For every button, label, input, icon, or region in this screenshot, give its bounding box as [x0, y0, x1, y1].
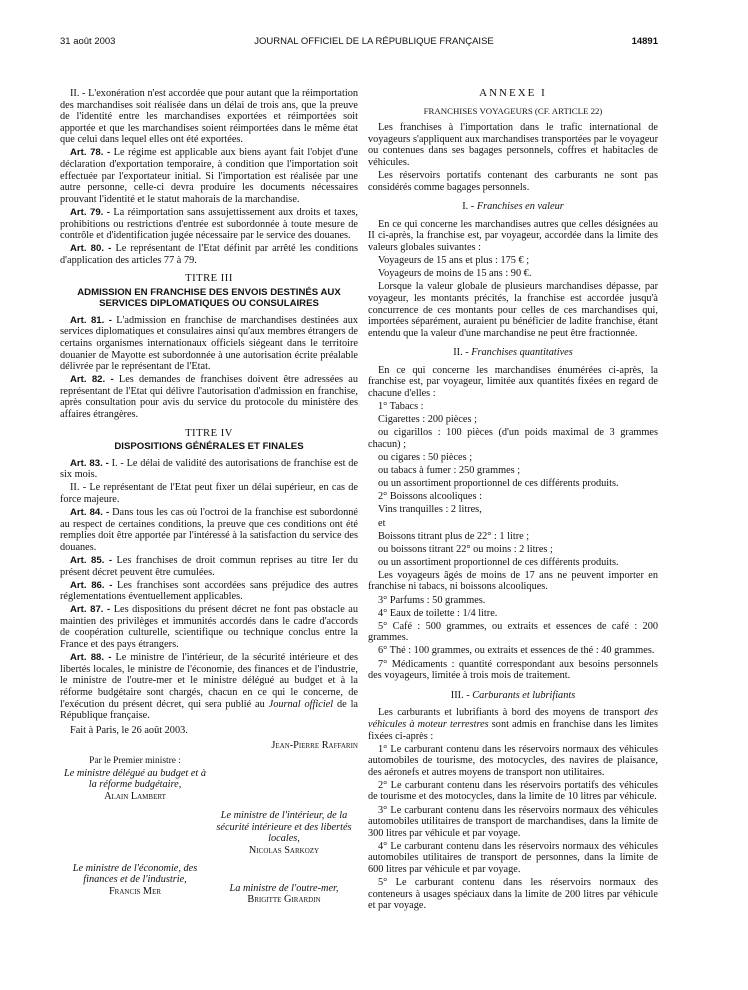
signature-interior — [210, 810, 358, 856]
article-88 — [60, 652, 358, 722]
list-item: ou tabacs à fumer : 250 grammes ; — [378, 465, 521, 477]
list-item: 6° Thé : 100 grammes, ou extraits et essences de thé : 40 grammes. — [378, 645, 655, 657]
article-label: Art. 81. - — [70, 314, 112, 326]
annexe-subheading: FRANCHISES VOYAGEURS (CF. ARTICLE 22) — [423, 105, 603, 116]
section-title: Franchises en valeur — [476, 201, 564, 213]
section-ii-paragraph-1: En ce qui concerne les marchandises énumérées ci-après, la franchise est, par voyageur, limitée aux quantités fixées en regard de chacune d'elles : — [368, 364, 658, 400]
journal-officiel-title: Journal officiel — [268, 698, 334, 710]
article-82 — [60, 374, 358, 420]
header-date: 31 août 2003 — [60, 36, 116, 47]
section-number: II. - — [453, 347, 469, 359]
article-text: Le ministre de l'intérieur, de la sécurité intérieure et des libertés locales, le ministre de l'économie, des finances et de l'industrie, le ministre de l'outre-mer et le ministre délégué au budget et à la réforme budgétaire sont chargés, chacun en ce qui le concerne, de l'exécution du présent décret, qui sera publié au — [60, 652, 358, 710]
signatures-row-1 — [60, 756, 358, 802]
list-item: 7° Médicaments : quantité correspondant aux besoins personnels des voyageurs, limitée à trois mois de traitement. — [368, 658, 658, 682]
list-item: 2° Boissons alcooliques : — [378, 491, 482, 503]
titre-iii-subheading: ADMISSION EN FRANCHISE DES ENVOIS DESTINÉS AUX SERVICES DIPLOMATIQUES OU CONSULAIRES — [77, 287, 341, 310]
budget-minister-name: Alain Lambert — [104, 790, 166, 802]
annexe-heading: ANNEXE I — [479, 87, 547, 99]
budget-minister-title: Le ministre délégué au budget et à la réforme budgétaire, — [63, 767, 207, 791]
article-label: Art. 86. - — [70, 579, 113, 591]
titre-iv-heading: TITRE IV — [185, 427, 233, 439]
signature-economy — [60, 863, 210, 906]
signature-overseas — [210, 863, 358, 906]
list-item: Vins tranquilles : 2 litres, — [378, 504, 482, 516]
list-item: ou un assortiment proportionnel de ces différents produits. — [378, 478, 619, 490]
article-label: Art. 85. - — [70, 554, 113, 566]
list-item: Cigarettes : 200 pièces ; — [378, 414, 477, 426]
article-text-end: de la République française. — [60, 698, 359, 722]
article-text: Dans tous les cas où l'octroi de la franchise est subordonné au respect de certaines conditions, la preuve que ces conditions ont été remplies doit être apportée par l'intéressé à la satisfaction du service des douanes. — [60, 507, 358, 553]
list-item: 3° Le carburant contenu dans les réservoirs normaux des véhicules automobiles utilitaires de transport de marchandises, dans la limite de 300 litres par véhicule et par voyage. — [368, 804, 658, 839]
article-83 — [60, 458, 358, 481]
signature-date: Fait à Paris, le 26 août 2003. — [70, 724, 188, 736]
article-78 — [60, 147, 358, 205]
section-i-paragraph-1: En ce qui concerne les marchandises autres que celles désignées au II ci-après, la franchise est, par voyageur, accordée dans la limite des valeurs globales suivantes : — [368, 218, 658, 254]
paragraph-text: Les carburants et lubrifiants à bord des moyens de transport — [378, 707, 645, 719]
list-item: ou cigares : 50 pièces ; — [378, 452, 473, 464]
section-ii-heading — [368, 347, 658, 359]
signature-budget — [60, 756, 210, 802]
article-label: Art. 87. - — [70, 604, 111, 616]
article-81 — [60, 315, 358, 373]
list-item: 5° Café : 500 grammes, ou extraits et essences de café : 200 grammes. — [368, 620, 658, 644]
interior-minister-name: Nicolas Sarkozy — [248, 845, 320, 857]
section-iii-paragraph-1 — [368, 707, 658, 742]
header-title: JOURNAL OFFICIEL DE LA RÉPUBLIQUE FRANÇAISE — [254, 36, 494, 47]
par-premier-ministre: Par le Premier ministre : — [89, 755, 181, 766]
signatures-row-2 — [60, 863, 358, 906]
overseas-minister-name: Brigitte Girardin — [247, 894, 321, 906]
article-label: Art. 83. - — [70, 457, 109, 469]
article-text: Le régime est applicable aux biens ayant fait l'objet d'une déclaration d'exportation temporaire, à condition que l'importation soit effectuée par l'exportateur initial. Si l'importation est réalisée par une autre personne, celle-ci devra produire les documents nécessaires prouvant l'identité et le statut mahorais de la marchandise. — [60, 147, 358, 205]
list-item: Les voyageurs âgés de moins de 17 ans ne peuvent importer en franchise ni tabacs, ni boissons alcooliques. — [368, 569, 658, 593]
economy-minister-title: Le ministre de l'économie, des finances et de l'industrie, — [72, 862, 198, 886]
page-header — [0, 36, 748, 50]
section-i-paragraph-2: Lorsque la valeur globale de plusieurs marchandises dépasse, par voyageur, les montants précités, la franchise est accordée jusqu'à concurrence de ces montants pour celles de ces marchandises qui, importées séparément, auraient pu bénéficier de ladite franchise, étant entendu que la valeur d'une marchandise ne peut être fractionnée. — [368, 281, 658, 339]
left-column — [60, 88, 358, 906]
article-86 — [60, 580, 358, 603]
list-item: 1° Tabacs : — [378, 401, 424, 413]
list-item: 2° Le carburant contenu dans les réservoirs portatifs des véhicules de tourisme et des motocycles, dans la limite de 10 litres par véhicule. — [368, 779, 658, 803]
section-title: Carburants et lubrifiants — [472, 689, 576, 701]
article-79 — [60, 207, 358, 242]
article-80 — [60, 243, 358, 266]
article-label: Art. 80. - — [70, 243, 112, 255]
list-item: 1° Le carburant contenu dans les réservoirs normaux des véhicules automobiles de tourisme, des motocycles, des navires de plaisance, des aéronefs et autres moyens de transport non utilitaires. — [368, 743, 658, 778]
paragraph-italic: des véhicules à moteur terrestres — [368, 707, 658, 730]
article-text: Le représentant de l'Etat définit par arrêté les conditions d'application des articles 77 à 79. — [60, 243, 359, 266]
list-item: ou un assortiment proportionnel de ces différents produits. — [378, 556, 619, 568]
article-text: L'admission en franchise de marchandises destinées aux services diplomatiques et consulaires ainsi qu'aux membres étrangers de certains organismes internationaux officiels siégeant dans le territoire douanier de Mayotte est subordonnée à une autorisation écrite préalable délivrée par le représentant de l'Etat. — [60, 314, 359, 373]
article-83-ii: II. - Le représentant de l'Etat peut fixer un délai supérieur, en cas de force majeure. — [60, 482, 358, 505]
article-label: Art. 79. - — [70, 206, 110, 218]
article-label: Art. 82. - — [70, 374, 114, 386]
intro-paragraph-2: Les réservoirs portatifs contenant des carburants ne sont pas considérés comme bagages personnels. — [368, 170, 658, 193]
article-text: Les dispositions du présent décret ne font pas obstacle au maintien des privilèges et immunités accordés dans le cadre d'accords de coopération culturelle, scientifique ou technique conclus entre la France et des pays étrangers. — [60, 604, 359, 651]
article-87 — [60, 604, 358, 650]
list-item: et — [378, 517, 386, 529]
article-text: Les demandes de franchises doivent être adressées au représentant de l'Etat qui délivre l'autorisation d'admission en franchise, après consultation pour avis du service du protocole du ministère des affaires étrangères. — [60, 374, 358, 421]
list-item: 4° Le carburant contenu dans les réservoirs normaux des véhicules automobiles utilitaires de transport de personnes, dans la limite de 600 litres par véhicule et par voyage. — [368, 840, 658, 876]
overseas-minister-title: La ministre de l'outre-mer, — [229, 882, 339, 894]
article-85 — [60, 555, 358, 578]
article-text: I. - Le délai de validité des autorisations de franchise est de six mois. — [60, 457, 358, 481]
article-text: La réimportation sans assujettissement aux droits et taxes, prohibitions ou restrictions d'entrée est subordonnée à toute mesure de contrôle et d'identification jugée nécessaire par le service des douanes. — [60, 206, 358, 242]
right-column — [368, 88, 658, 913]
list-item: Boissons titrant plus de 22° : 1 litre ; — [378, 530, 530, 542]
list-item: 4° Eaux de toilette : 1/4 litre. — [378, 607, 498, 619]
article-label: Art. 78. - — [70, 147, 111, 159]
section-iii-heading — [368, 690, 658, 702]
intro-paragraph-1: Les franchises à l'importation dans le trafic international de voyageurs s'appliquent aux marchandises transportées par le voyageur ou contenues dans ses bagages personnels, coffres et habitacles de véhicules. — [368, 122, 658, 168]
paragraph-text-end: sont admis en franchise dans les limites fixées ci-après : — [368, 718, 658, 742]
section-number: III. - — [450, 689, 470, 701]
paragraph-ii: II. - L'exonération n'est accordée que pour autant que la réimportation des marchandises soit réalisée dans un délai de trois ans, que la preuve de l'identité entre les marchandises exportées et réimportées soit apportée et que les marchandises soient réimportées dans le même état que celui dans lequel elles ont été exportées. — [60, 88, 358, 146]
titre-iii-heading: TITRE III — [185, 273, 233, 285]
list-item: ou cigarillos : 100 pièces (d'un poids maximal de 3 grammes chacun) ; — [368, 427, 658, 450]
section-number: I. - — [462, 201, 475, 213]
value-limit-child: Voyageurs de moins de 15 ans : 90 €. — [378, 268, 532, 280]
article-text: Les franchises de droit commun reprises au titre Ier du présent décret peuvent être cumulées. — [60, 554, 358, 578]
header-page-number: 14891 — [631, 36, 658, 47]
article-label: Art. 84. - — [70, 507, 110, 519]
interior-minister-title: Le ministre de l'intérieur, de la sécurité intérieure et des libertés locales, — [216, 810, 352, 845]
list-item: 5° Le carburant contenu dans les réservoirs normaux des conteneurs à usages spéciaux dans la limite de 200 litres par véhicule et par voyage. — [368, 877, 658, 912]
list-item: 3° Parfums : 50 grammes. — [378, 594, 486, 606]
signer-prime-minister: Jean-Pierre Raffarin — [271, 740, 358, 752]
article-label: Art. 88. - — [70, 652, 112, 664]
section-i-heading — [368, 201, 658, 213]
value-limit-adult: Voyageurs de 15 ans et plus : 175 € ; — [378, 255, 530, 267]
titre-iv-subheading: DISPOSITIONS GÉNÉRALES ET FINALES — [114, 441, 304, 453]
article-text: Les franchises sont accordées sans préjudice des autres réglementations éventuellement applicables. — [60, 579, 358, 603]
list-item: ou boissons titrant 22° ou moins : 2 litres ; — [378, 543, 553, 555]
section-title: Franchises quantitatives — [471, 347, 573, 359]
economy-minister-name: Francis Mer — [108, 885, 162, 897]
article-84 — [60, 507, 358, 553]
